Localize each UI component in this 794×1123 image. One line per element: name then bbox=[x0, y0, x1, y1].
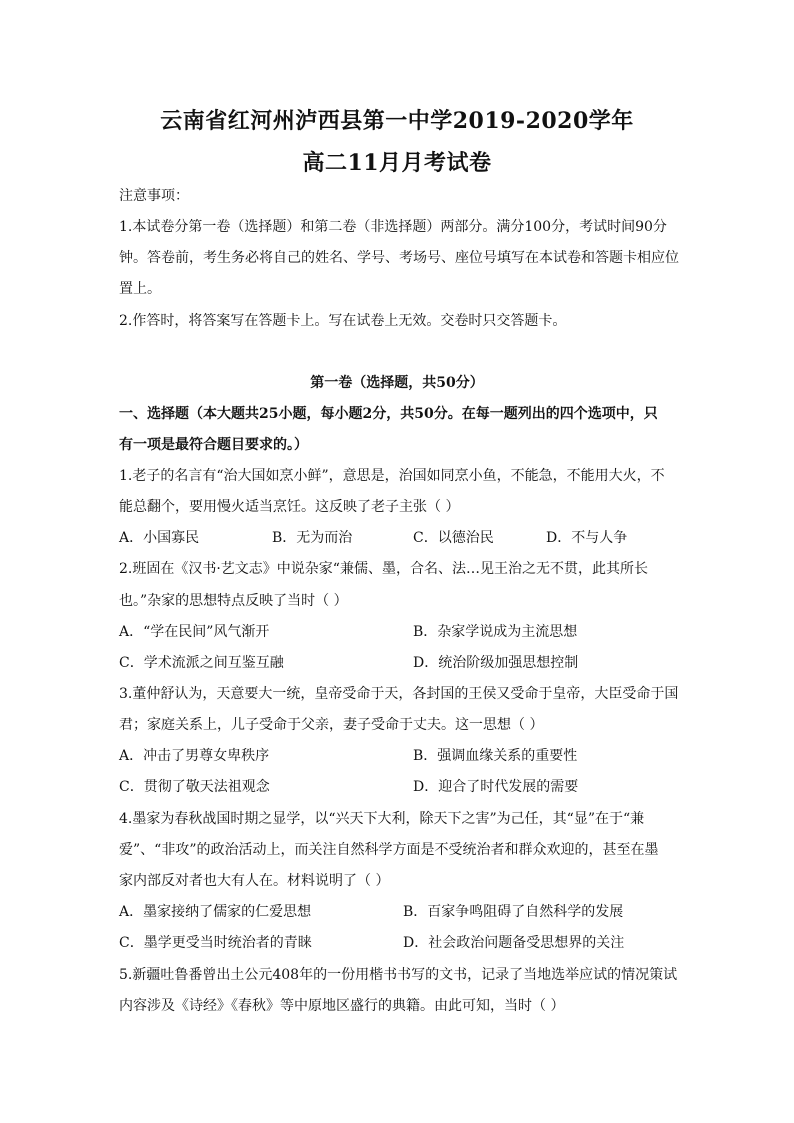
option-a: A．冲击了男尊女卑秩序 bbox=[119, 748, 270, 764]
notes-line: 置上。 bbox=[119, 281, 161, 297]
option-c: C．贯彻了敬天法祖观念 bbox=[119, 779, 270, 795]
question-stem: 内容涉及《诗经》《春秋》等中原地区盛行的典籍。由此可知，当时（ ） bbox=[119, 998, 565, 1014]
option-a: A．墨家接纳了儒家的仁爱思想 bbox=[119, 904, 312, 920]
option-b: B．杂家学说成为主流思想 bbox=[413, 624, 578, 640]
question-stem: 2.班固在《汉书·艺文志》中说杂家“兼儒、墨，合名、法…见王治之无不贯，此其所长 bbox=[119, 561, 648, 577]
notes-line: 钟。答卷前，考生务必将自己的姓名、学号、考场号、座位号填写在本试卷和答题卡相应位 bbox=[119, 250, 679, 266]
question-stem: 4.墨家为春秋战国时期之显学，以“兴天下大利，除天下之害”为己任，其“显”在于“兼 bbox=[119, 811, 645, 827]
question-stem: 3.董仲舒认为，天意要大一统，皇帝受命于天，各封国的王侯又受命于皇帝，大臣受命于国 bbox=[119, 686, 679, 702]
question-stem: 君；家庭关系上，儿子受命于父亲，妻子受命于丈夫。这一思想（ ） bbox=[119, 717, 544, 733]
question-stem: 家内部反对者也大有人在。材料说明了（ ） bbox=[119, 873, 390, 889]
section-heading: 有一项是最符合题目要求的。） bbox=[119, 437, 308, 453]
option-c: C．学术流派之间互鉴互融 bbox=[119, 655, 284, 671]
part1-title: 第一卷（选择题，共50分） bbox=[310, 375, 484, 391]
question-stem: 能总翻个，要用慢火适当烹饪。这反映了老子主张（ ） bbox=[119, 499, 460, 515]
option-b: B．百家争鸣阻碍了自然科学的发展 bbox=[403, 904, 624, 920]
option-d: D．不与人争 bbox=[546, 530, 628, 546]
question-stem: 也。”杂家的思想特点反映了当时（ ） bbox=[119, 593, 348, 609]
section-heading: 一、选择题（本大题共25小题，每小题2分，共50分。在每一题列出的四个选项中，只 bbox=[119, 406, 658, 422]
question-stem: 爱”、“非攻”的政治活动上，而关注自然科学方面是不受统治者和群众欢迎的，甚至在墨 bbox=[119, 842, 659, 858]
option-c: C．以德治民 bbox=[413, 530, 494, 546]
option-b: B．无为而治 bbox=[272, 530, 353, 546]
option-c: C．墨学更受当时统治者的青睐 bbox=[119, 935, 312, 951]
exam-title-line2: 高二11月月考试卷 bbox=[302, 150, 492, 176]
notes-heading: 注意事项： bbox=[119, 188, 189, 204]
exam-title-line1: 云南省红河州泸西县第一中学2019-2020学年 bbox=[160, 108, 634, 134]
option-d: D．迎合了时代发展的需要 bbox=[413, 779, 579, 795]
option-b: B．强调血缘关系的重要性 bbox=[413, 748, 578, 764]
question-stem: 1.老子的名言有“治大国如烹小鲜”，意思是，治国如同烹小鱼，不能急，不能用大火，不 bbox=[119, 468, 665, 484]
option-d: D．社会政治问题备受思想界的关注 bbox=[403, 935, 625, 951]
option-d: D．统治阶级加强思想控制 bbox=[413, 655, 579, 671]
notes-line: 2.作答时，将答案写在答题卡上。写在试卷上无效。交卷时只交答题卡。 bbox=[119, 313, 567, 329]
option-a: A．小国寡民 bbox=[119, 530, 200, 546]
question-stem: 5.新疆吐鲁番曾出土公元408年的一份用楷书书写的文书，记录了当地选举应试的情况策试 bbox=[119, 967, 678, 983]
notes-line: 1.本试卷分第一卷（选择题）和第二卷（非选择题）两部分。满分100分，考试时间90分 bbox=[119, 219, 667, 235]
option-a: A．“学在民间”风气渐开 bbox=[119, 624, 270, 640]
